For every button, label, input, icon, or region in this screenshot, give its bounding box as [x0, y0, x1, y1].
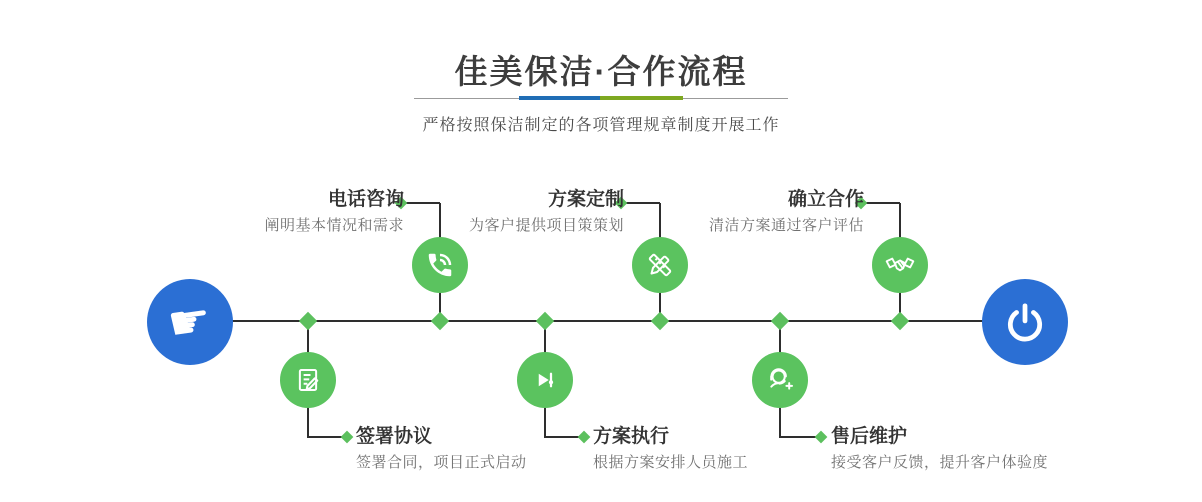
power-icon: [1003, 300, 1047, 344]
timeline-node: [299, 312, 317, 330]
handshake-icon: [884, 249, 916, 281]
pencil-ruler-icon: [644, 249, 676, 281]
connector-elbow: [862, 202, 900, 204]
step-description: 接受客户反馈，提升客户体验度: [831, 454, 1049, 471]
step-label: [544, 189, 864, 237]
play-icon: [530, 365, 560, 395]
step-title: 电话咨询: [327, 189, 404, 210]
step-title: 方案执行: [593, 426, 670, 447]
step-description: 签署合同，项目正式启动: [356, 454, 527, 471]
divider-gray-right: [683, 98, 788, 99]
timeline-node: [536, 312, 554, 330]
step-label: [831, 426, 1151, 474]
timeline-node: [891, 312, 909, 330]
step-icon-circle: [517, 352, 573, 408]
step-description: 阐明基本情况和需求: [264, 217, 404, 234]
step-icon-circle: [280, 352, 336, 408]
divider-gray-left: [414, 98, 519, 99]
label-diamond: [341, 431, 354, 444]
step-description: 根据方案安排人员施工: [593, 454, 749, 471]
page-subtitle: 严格按照保洁制定的各项管理规章制度开展工作: [422, 117, 780, 134]
step-icon-circle: [412, 237, 468, 293]
document-sign-icon: [293, 365, 323, 395]
flow-end-node: [982, 279, 1068, 365]
step-title: 售后维护: [831, 426, 908, 447]
timeline-node: [431, 312, 449, 330]
step-icon-circle: [632, 237, 688, 293]
title-divider: [414, 96, 788, 100]
divider-green-segment: [600, 96, 683, 100]
pointing-hand-icon: ☛: [164, 291, 216, 353]
page-title: 佳美保洁·合作流程: [454, 53, 748, 90]
step-description: 清洁方案通过客户评估: [708, 217, 864, 234]
phone-icon: [425, 250, 455, 280]
step-title: 方案定制: [547, 189, 624, 210]
flow-start-node: [147, 279, 233, 365]
headset-plus-icon: [764, 364, 796, 396]
timeline-node: [771, 312, 789, 330]
step-icon-circle: [872, 237, 928, 293]
timeline-node: [651, 312, 669, 330]
step-icon-circle: [752, 352, 808, 408]
step-title: 确立合作: [787, 189, 864, 210]
divider-blue-segment: [519, 96, 600, 100]
step-title: 签署协议: [356, 426, 433, 447]
step-description: 为客户提供项目策策划: [468, 217, 624, 234]
